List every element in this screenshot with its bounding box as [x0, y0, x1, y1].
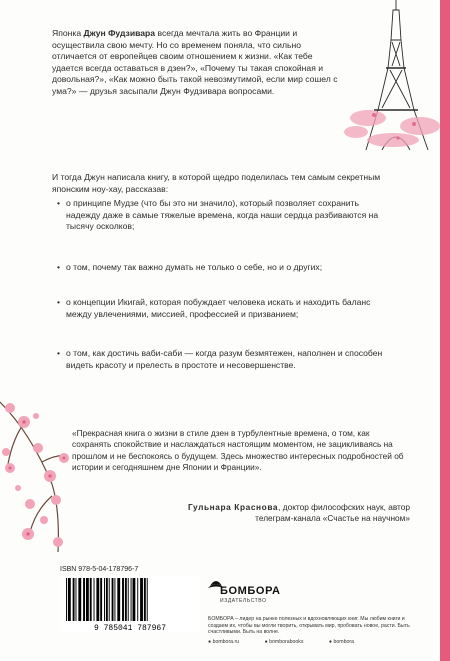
bullet-text: о принципе Мудзе (что бы это ни значило), который позволяет сохранить надежду даже в самые тяжелые времена, когда наши сердца разбиваются на тысячу осколков;	[66, 198, 379, 232]
barcode-bar	[117, 578, 120, 621]
publisher-subtitle: ИЗДАТЕЛЬСТВО	[220, 598, 267, 604]
barcode-bar	[100, 578, 102, 621]
barcode-bar	[133, 578, 136, 621]
quote-author-title: , доктор философских наук, автор	[278, 502, 410, 512]
bullet-marker: •	[57, 198, 61, 208]
barcode-bar	[78, 578, 81, 621]
social-link-1-text: bomborabooks	[269, 639, 304, 645]
website-link[interactable]: ● bombora.ru	[208, 639, 240, 645]
barcode-bar	[66, 578, 67, 621]
bullet-text: о том, как достичь ваби-саби — когда разум безмятежен, наполнен и способен видеть красоту и прелесть в простоте и несовершенстве.	[66, 348, 383, 370]
author-name-highlight: Джун Фудзивара	[83, 28, 156, 38]
publisher-description: БОМБОРА – лидер на рынке полезных и вдохновляющих книг. Мы любим книги и создаем их, чтобы вы могли творить, открывать мир, пробовать новое, расти. Быть счастливыми. Быть на волне.	[208, 616, 410, 636]
barcode-bar	[114, 578, 115, 621]
bullet-marker: •	[57, 348, 61, 358]
barcode-bar	[73, 578, 75, 621]
barcode	[60, 576, 200, 632]
barcode-bar	[68, 578, 71, 621]
social-link-1[interactable]: ● bomborabooks	[264, 639, 304, 645]
lead-paragraph: И тогда Джун написала книгу, в которой щедро поделилась тем самым секретным японским ноу-хау, рассказав:	[52, 172, 381, 194]
barcode-bar	[109, 578, 110, 621]
barcode-bar	[104, 578, 105, 621]
barcode-bar	[96, 578, 99, 621]
intro-text-rest: всегда мечтала жить во Франции и осуществила свою мечту. Но со временем поняла, что сильно отличается от европейцев своим отношением к жизни. «Как тебе удается всегда оставаться в дзен?», «Почему ты такая спокойная и довольная?», «Как можно быть такой невозмутимой, если мир сошел с ума?» — друзья засыпали Джун Фудзивара вопросами.	[52, 28, 338, 96]
intro-paragraph	[52, 28, 342, 98]
website-link-text: bombora.ru	[212, 639, 240, 645]
intro-text-start: Японка	[52, 28, 84, 38]
barcode-bar	[128, 578, 129, 621]
quote-author-title-2: телеграм-канала «Счастье на научном»	[255, 513, 410, 524]
barcode-bar	[122, 578, 124, 621]
social-link-2[interactable]: ● bombora	[328, 639, 354, 645]
quote-author-name: Гульнара Краснова	[188, 502, 279, 512]
publisher-name: БОМБОРА	[220, 585, 281, 597]
bullet-item	[57, 262, 356, 274]
barcode-bar	[137, 578, 138, 621]
barcode-bar	[144, 578, 146, 621]
barcode-bar	[76, 578, 77, 621]
cherry-blossom-branch-illustration	[0, 392, 72, 560]
barcode-bar	[112, 578, 114, 621]
barcode-bar	[125, 578, 127, 621]
barcode-bar	[131, 578, 132, 621]
bullet-text: о том, почему так важно думать не только о себе, но и о других;	[66, 262, 323, 272]
social-link-2-text: bombora	[333, 639, 354, 645]
isbn-label: ISBN 978-5-04-178796-7	[60, 566, 139, 573]
bullet-text: о концепции Икигай, которая побуждает человека искать и находить баланс между увлечениями, миссией, профессией и призванием;	[66, 297, 371, 319]
barcode-number: 9 785041 787967	[93, 624, 167, 632]
bullet-marker: •	[57, 297, 61, 307]
quote-attribution	[108, 502, 410, 525]
barcode-bar	[106, 578, 108, 621]
publisher-links	[208, 639, 433, 645]
bullet-item	[57, 297, 384, 320]
barcode-bar	[83, 578, 85, 621]
bullet-item	[57, 198, 384, 233]
barcode-bar	[86, 578, 89, 621]
barcode-bar	[94, 578, 95, 621]
eiffel-tower-illustration	[338, 0, 443, 165]
barcode-bar	[147, 578, 148, 621]
bullet-marker: •	[57, 262, 61, 272]
barcode-bar	[90, 578, 92, 621]
bullet-item	[57, 348, 384, 371]
review-quote: «Прекрасная книга о жизни в стиле дзен в турбулентные времена, о том, как сохранять спокойствие и наслаждаться настоящим моментом, не зацикливаясь на прошлом и не беспокоясь о будущем. Здесь множество интересных подробностей об истории и сегодняшнем дне Японии и Франции».	[72, 428, 404, 473]
barcode-bar	[140, 578, 143, 621]
